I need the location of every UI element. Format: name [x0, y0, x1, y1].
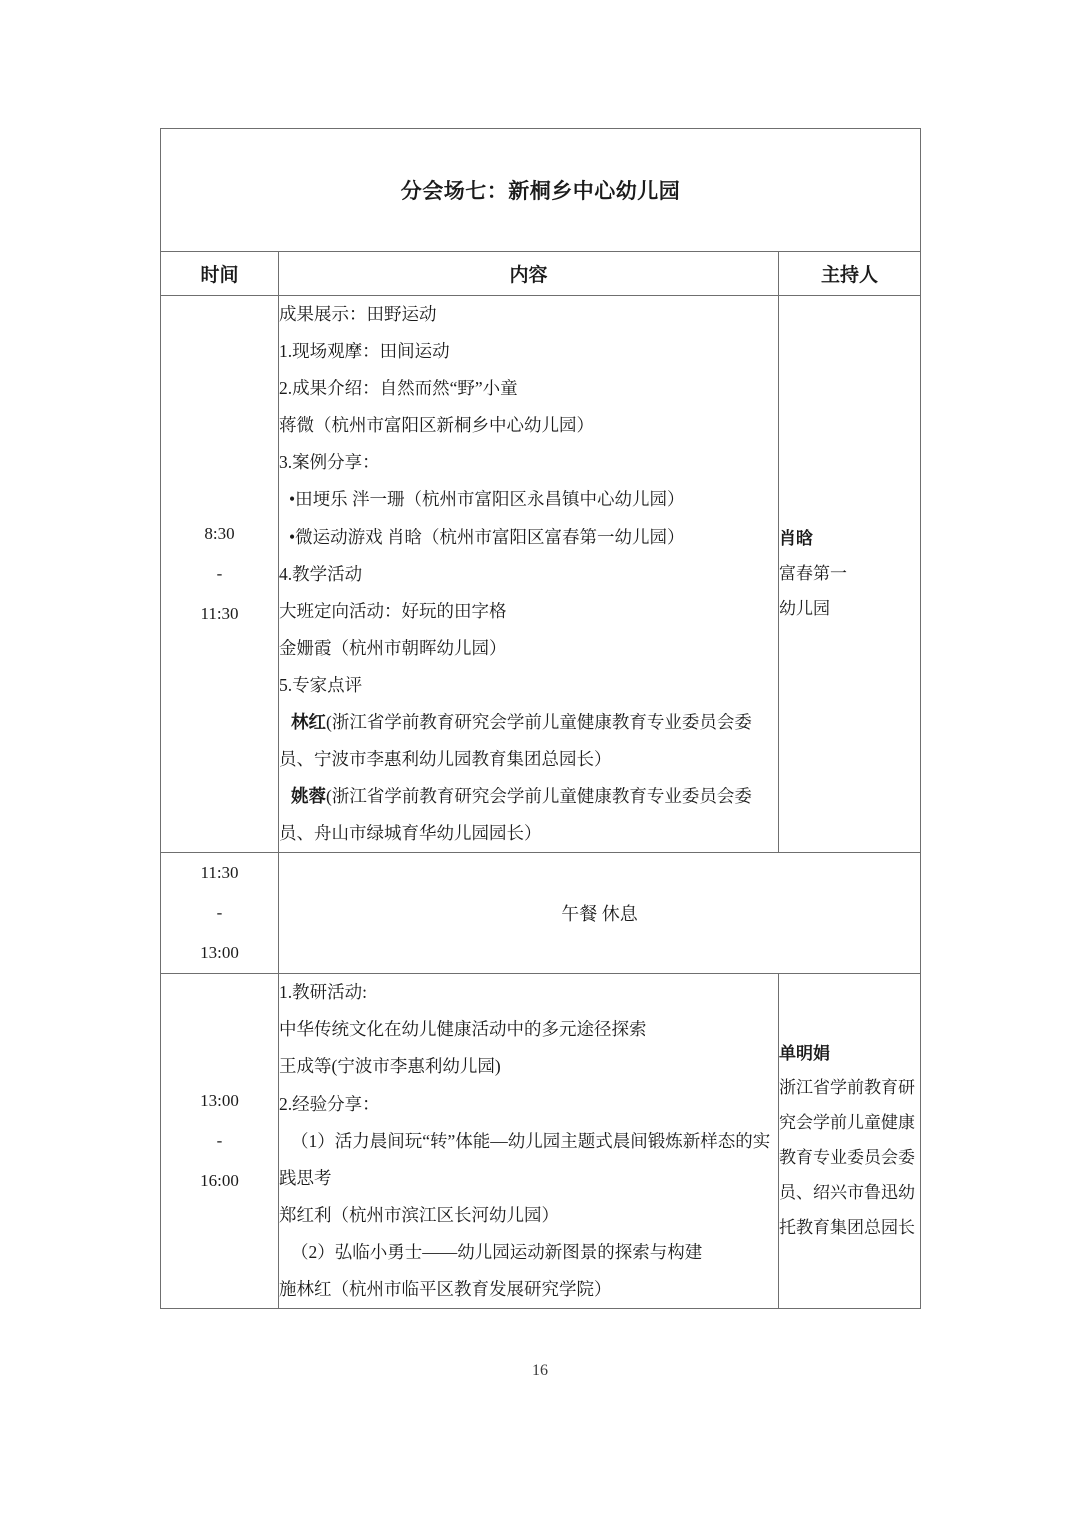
content-line: 3.案例分享： — [279, 452, 380, 473]
content-cell-afternoon — [279, 974, 779, 1309]
host-desc-line: 幼儿园 — [779, 598, 830, 618]
column-header-time: 时间 — [161, 252, 279, 296]
time-start: 11:30 — [200, 863, 239, 883]
expert-line — [279, 704, 778, 778]
content-line: 成果展示：田野运动 — [279, 304, 437, 324]
content-line: 大班定向活动：好玩的田字格 — [279, 600, 507, 621]
time-cell-afternoon — [161, 974, 279, 1309]
content-line: 2.成果介绍：自然而然“野”小童 — [279, 378, 518, 399]
time-dash: - — [216, 903, 223, 923]
content-line: 中华传统文化在幼儿健康活动中的多元途径探索 — [279, 1019, 647, 1040]
expert-affiliation: (浙江省学前教育研究会学前儿童健康教育专业委员会委员、舟山市绿城育华幼儿园园长） — [279, 786, 752, 844]
content-line: 金姗霞（杭州市朝晖幼儿园） — [279, 637, 507, 658]
table-row — [161, 296, 921, 853]
content-line: 1.现场观摩：田间运动 — [279, 341, 450, 362]
time-dash: - — [216, 1131, 223, 1151]
expert-name: 林红 — [291, 712, 326, 733]
content-line: 郑红利（杭州市滨江区长河幼儿园） — [279, 1204, 559, 1225]
host-name: 单明娟 — [779, 1043, 830, 1063]
content-cell-morning — [279, 296, 779, 853]
lunch-break-cell: 午餐 休息 — [279, 853, 921, 974]
table-row — [161, 853, 921, 974]
column-header-content: 内容 — [279, 252, 779, 296]
page-title: 分会场七：新桐乡中心幼儿园 — [400, 180, 681, 203]
time-end: 11:30 — [200, 604, 239, 624]
content-line: 施林红（杭州市临平区教育发展研究学院） — [279, 1278, 612, 1299]
time-end: 16:00 — [200, 1171, 239, 1191]
content-line: 5.专家点评 — [279, 674, 363, 695]
time-start: 8:30 — [204, 524, 235, 544]
time-cell-lunch — [161, 853, 279, 974]
host-desc-line: 富春第一 — [779, 563, 847, 583]
page-number: 16 — [532, 1362, 548, 1379]
schedule-table — [160, 128, 921, 1309]
time-end: 13:00 — [200, 943, 239, 963]
host-cell-afternoon — [779, 974, 921, 1309]
content-line: 王成等(宁波市李惠利幼儿园) — [279, 1056, 501, 1077]
column-header-host: 主持人 — [779, 252, 921, 296]
content-line: 1.教研活动: — [279, 982, 367, 1003]
table-row — [161, 974, 921, 1309]
time-start: 13:00 — [200, 1091, 239, 1111]
host-cell-morning — [779, 296, 921, 853]
content-line: 4.教学活动 — [279, 563, 363, 584]
content-line: 2.经验分享： — [279, 1093, 380, 1114]
title-cell — [161, 129, 921, 252]
table-title-row — [161, 129, 921, 252]
host-desc: 浙江省学前教育研究会学前儿童健康教育专业委员会委员、绍兴市鲁迅幼托教育集团总园长 — [779, 1078, 915, 1237]
expert-name: 姚蓉 — [291, 786, 326, 807]
content-line-bullet: •微运动游戏 肖晗（杭州市富阳区富春第一幼儿园） — [289, 526, 685, 547]
table-header-row — [161, 252, 921, 296]
content-line: 蒋微（杭州市富阳区新桐乡中心幼儿园） — [279, 415, 594, 436]
time-cell-morning — [161, 296, 279, 853]
content-line: （1）活力晨间玩“转”体能—幼儿园主题式晨间锻炼新样态的实践思考 — [279, 1130, 771, 1188]
expert-line — [279, 778, 778, 852]
host-name: 肖晗 — [779, 528, 813, 548]
time-dash: - — [216, 564, 223, 584]
expert-affiliation: (浙江省学前教育研究会学前儿童健康教育专业委员会委员、宁波市李惠利幼儿园教育集团总园长） — [279, 712, 752, 770]
content-line: （2）弘临小勇士——幼儿园运动新图景的探索与构建 — [291, 1241, 703, 1262]
content-line-bullet: •田埂乐 泮一珊（杭州市富阳区永昌镇中心幼儿园） — [289, 489, 685, 510]
